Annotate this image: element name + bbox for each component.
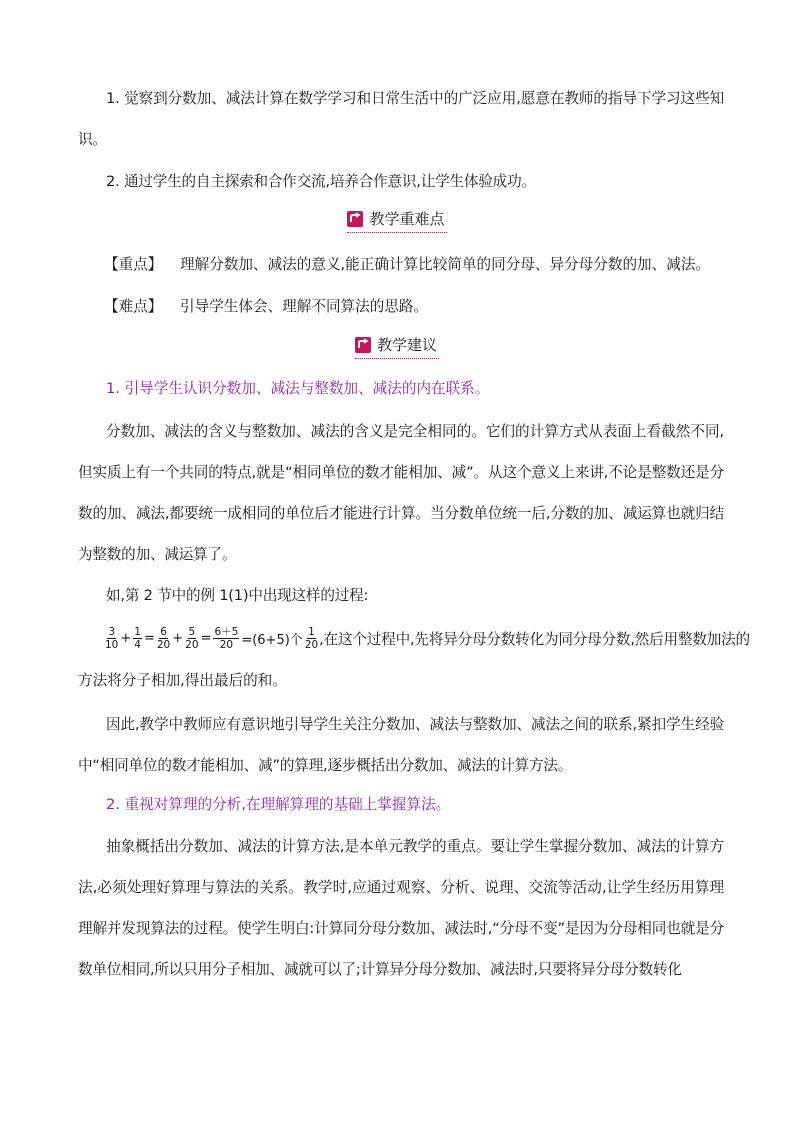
section-heading-difficulty	[0, 208, 794, 233]
formula-tail-text: ,在这个过程中,先将异分母分数转化为同分母分数,然后用整数加法的	[319, 630, 750, 648]
key-point-text: 理解分数加、减法的意义,能正确计算比较简单的同分母、异分母分数的加、减法。	[180, 256, 711, 273]
goal-item-1: 1. 觉察到分数加、减法计算在数学学习和日常生活中的广泛应用,愿意在教师的指导下学习这些知识。	[78, 90, 724, 148]
suggestion-point-1: 1. 引导学生认识分数加、减法与整数加、减法的内在联系。	[106, 380, 490, 397]
section-heading-suggestions	[0, 334, 794, 359]
hard-point-line	[104, 296, 428, 318]
key-point-tag: 【重点】	[104, 256, 163, 273]
fraction: $\frac{5}{20}$	[185, 625, 199, 651]
paragraph-2: 如,第 2 节中的例 1(1)中出现这样的过程:	[106, 587, 369, 604]
hard-point-tag: 【难点】	[104, 298, 163, 315]
section-marker-icon	[347, 211, 363, 227]
key-point-line	[104, 254, 710, 276]
fraction: $\frac{6+5}{20}$	[214, 625, 239, 651]
goal-item-2: 2. 通过学生的自主探索和合作交流,培养合作意识,让学生体验成功。	[106, 173, 536, 190]
paragraph-2-continued: 方法将分子相加,得出最后的和。	[78, 672, 287, 689]
paragraph-3: 因此,教学中教师应有意识地引导学生关注分数加、减法与整数加、减法之间的联系,紧扣学生经验中“相同单位的数才能相加、减”的算理,逐步概括出分数加、减法的计算方法。	[78, 716, 724, 774]
fraction: $\frac{1}{4}$	[134, 625, 141, 651]
fraction: $\frac{6}{20}$	[156, 625, 171, 651]
paragraph-1: 分数加、减法的含义与整数加、减法的含义是完全相同的。它们的计算方式从表面上看截然不同,但实质上有一个共同的特点,就是“相同单位的数才能相加、减”。从这个意义上来讲,不论是整数还是分数的加、减法,都要统一成相同的单位后才能进行计算。当分数单位统一后,分数的加、减运算也就归结为整数的加、减运算了。	[78, 423, 724, 563]
section-title: 教学重难点	[369, 210, 445, 228]
section-title: 教学建议	[376, 336, 437, 354]
fraction: $\frac{1}{20}$	[304, 625, 319, 651]
paragraph-4: 抽象概括出分数加、减法的计算方法,是本单元教学的重点。要让学生掌握分数加、减法的计算方法,必须处理好算理与算法的关系。教学时,应通过观察、分析、说理、交流等活动,让学生经历用算理理解并发现算法的过程。使学生明白:计算同分母分数加、减法时,“分母不变”是因为分母相同也就是分数单位相同,所以只用分子相加、减就可以了;计算异分母分数加、减法时,只要将异分母分数转化	[78, 838, 724, 978]
fraction: $\frac{3}{10}$	[105, 625, 119, 651]
section-marker-icon	[355, 337, 371, 353]
formula-line: $\frac{3}{10}$ + $\frac{1}{4}$ = $\frac{6}{20}$ + $\frac{5}{20}$ = $\frac{6+5}{20}$ =(6+5)个 $\frac{1}{20}$ ,在这个过程中,先将异分母分数转化为同分母分数,然后用整数加法的	[105, 625, 750, 651]
suggestion-point-2: 2. 重视对算理的分析,在理解算理的基础上掌握算法。	[106, 796, 451, 813]
hard-point-text: 引导学生体会、理解不同算法的思路。	[180, 298, 429, 315]
